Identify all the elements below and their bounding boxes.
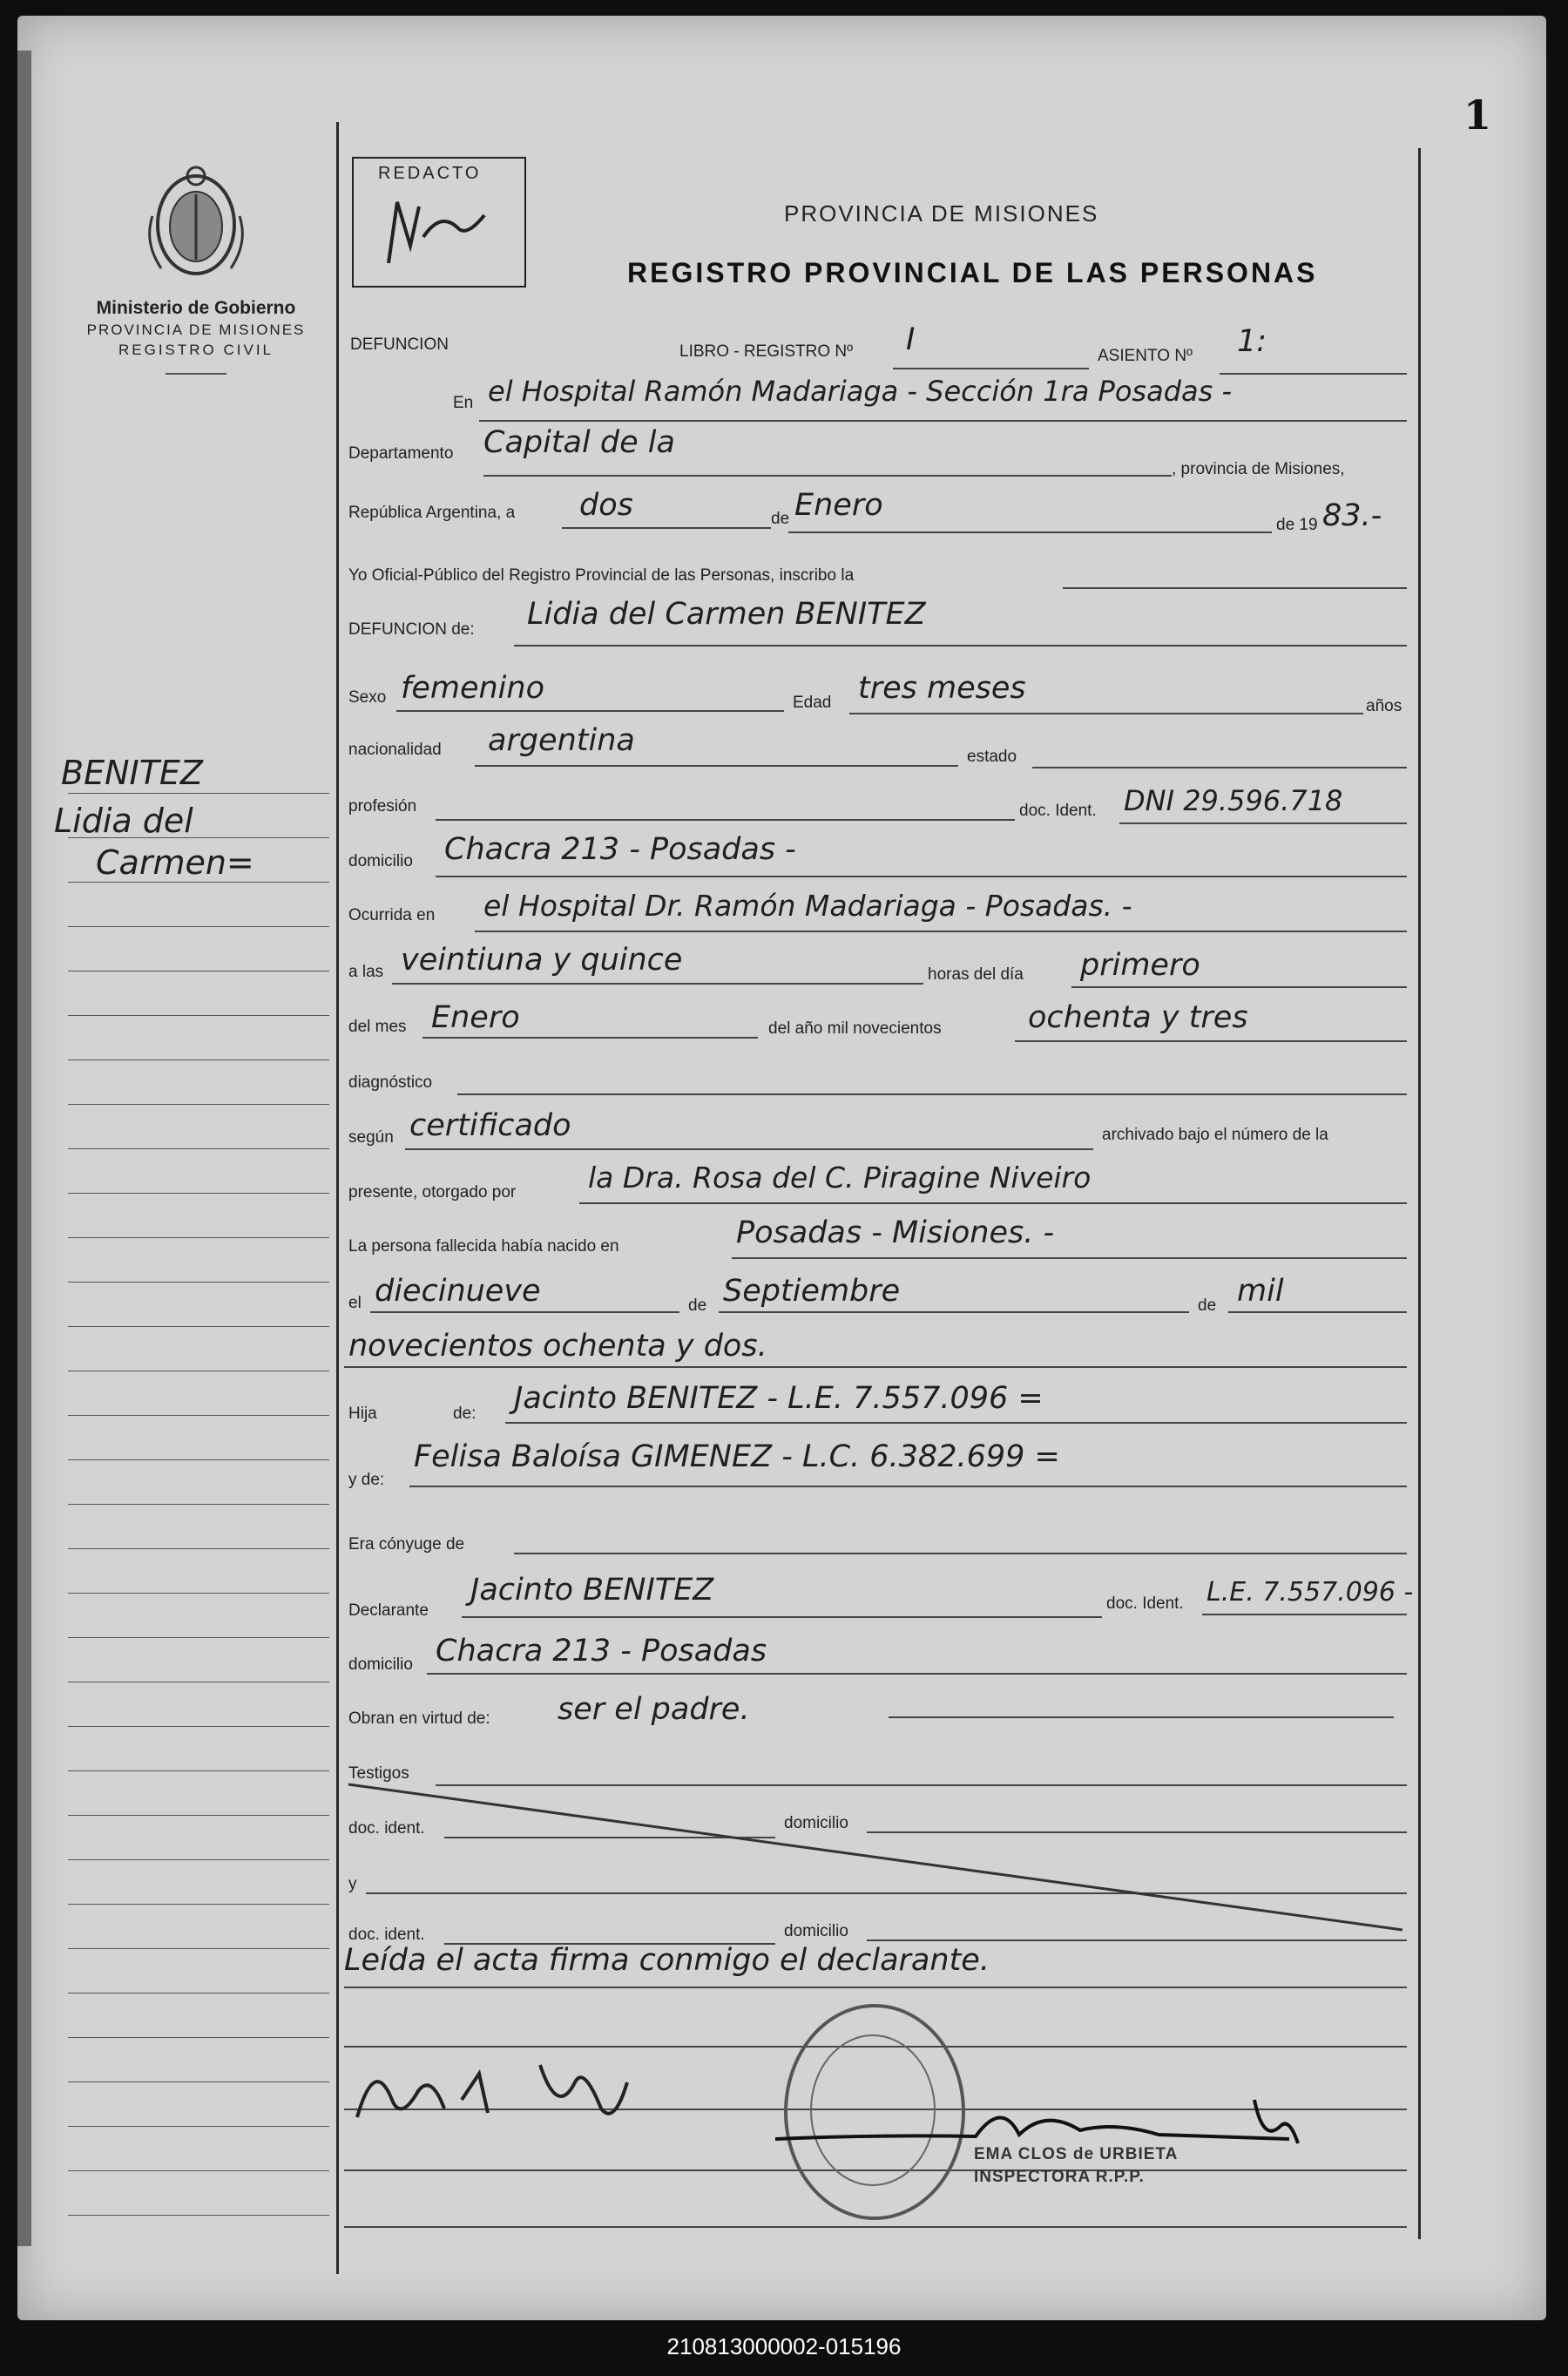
closing-underline bbox=[344, 1987, 1407, 1988]
hora-value: veintiuna y quince bbox=[401, 943, 683, 978]
departamento-value: Capital de la bbox=[483, 425, 675, 460]
republica-label: República Argentina, a bbox=[348, 504, 516, 522]
decl-doc-label: doc. Ident. bbox=[1106, 1594, 1184, 1613]
decl-domicilio-label: domicilio bbox=[348, 1655, 413, 1674]
nacido-value: Posadas - Misiones. - bbox=[736, 1215, 1055, 1250]
margin-note-line-2: Lidia del bbox=[54, 802, 193, 840]
ministry-name: Ministerio de Gobierno bbox=[96, 298, 296, 318]
anio-value: 83.- bbox=[1322, 498, 1382, 533]
ocurrida-label: Ocurrida en bbox=[348, 906, 436, 924]
anos-label: años bbox=[1366, 697, 1402, 715]
header-title: REGISTRO PROVINCIAL DE LAS PERSONAS bbox=[627, 257, 1318, 288]
nacido-label: La persona fallecida había nacido en bbox=[348, 1237, 619, 1256]
archivado-label: archivado bajo el número de la bbox=[1102, 1126, 1328, 1144]
en-value: el Hospital Ramón Madariaga - Sección 1ra Posadas - bbox=[488, 375, 1233, 408]
domicilio-value: Chacra 213 - Posadas - bbox=[444, 832, 796, 867]
nac-mes-value: Septiembre bbox=[723, 1274, 901, 1309]
asiento-label: ASIENTO Nº bbox=[1098, 347, 1193, 365]
decl-domicilio-value: Chacra 213 - Posadas bbox=[436, 1634, 767, 1669]
stamp-name: EMA CLOS de URBIETA bbox=[974, 2145, 1179, 2163]
sexo-label: Sexo bbox=[348, 688, 387, 707]
de-label: de bbox=[771, 510, 790, 528]
t-y-label: y bbox=[348, 1875, 357, 1893]
de19-label: de 19 bbox=[1276, 516, 1318, 534]
t-doc1-label: doc. ident. bbox=[348, 1819, 425, 1838]
page-number: 1 bbox=[1463, 91, 1492, 139]
anio-muerte-value: ochenta y tres bbox=[1028, 1000, 1248, 1035]
presente-label: presente, otorgado por bbox=[348, 1183, 517, 1202]
declarante-value: Jacinto BENITEZ bbox=[470, 1573, 714, 1608]
libro-label: LIBRO - REGISTRO Nº bbox=[679, 342, 854, 361]
estado-label: estado bbox=[967, 748, 1017, 766]
otorgado-value: la Dra. Rosa del C. Piragine Niveiro bbox=[588, 1161, 1092, 1195]
redacto-label: REDACTO bbox=[378, 164, 482, 183]
alas-label: a las bbox=[348, 963, 384, 981]
edad-label: Edad bbox=[793, 694, 832, 712]
defuncion-label: DEFUNCION bbox=[350, 335, 449, 354]
sexo-value: femenino bbox=[401, 671, 544, 706]
dia-value: dos bbox=[579, 488, 633, 523]
nac-anio-value: novecientos ochenta y dos. bbox=[348, 1329, 767, 1364]
domicilio-label: domicilio bbox=[348, 852, 413, 870]
closing-value: Leída el acta firma conmigo el declarante. bbox=[344, 1943, 990, 1978]
nacionalidad-label: nacionalidad bbox=[348, 741, 442, 759]
oficial-text: Yo Oficial-Público del Registro Provincial de las Personas, inscribo la bbox=[348, 566, 855, 585]
mes-value: Enero bbox=[794, 488, 883, 523]
en-label: En bbox=[453, 394, 474, 412]
diagnostico-label: diagnóstico bbox=[348, 1073, 433, 1092]
obran-label: Obran en virtud de: bbox=[348, 1709, 490, 1728]
hija-label: Hija bbox=[348, 1405, 377, 1423]
provincia-label: , provincia de Misiones, bbox=[1172, 460, 1345, 478]
dia-muerte-value: primero bbox=[1080, 948, 1200, 983]
doc-label: doc. Ident. bbox=[1019, 802, 1097, 820]
nac-dia-value: diecinueve bbox=[375, 1274, 541, 1309]
padre-value: Jacinto BENITEZ - L.E. 7.557.096 = bbox=[514, 1381, 1044, 1416]
margin-note-line-3: Carmen= bbox=[96, 843, 254, 882]
ocurrida-value: el Hospital Dr. Ramón Madariaga - Posadas. - bbox=[483, 889, 1132, 923]
hija-de-label: de: bbox=[453, 1405, 476, 1423]
nac-mil-value: mil bbox=[1237, 1274, 1284, 1309]
asiento-value: 1: bbox=[1237, 324, 1267, 359]
decl-doc-value: L.E. 7.557.096 - bbox=[1206, 1577, 1414, 1608]
document-id: 210813000002-015196 bbox=[666, 2333, 902, 2359]
segun-label: según bbox=[348, 1128, 394, 1147]
nacionalidad-value: argentina bbox=[488, 723, 635, 758]
defuncion-de-value: Lidia del Carmen BENITEZ bbox=[527, 597, 926, 632]
delmes-label: del mes bbox=[348, 1018, 407, 1036]
t-dom2-label: domicilio bbox=[784, 1922, 848, 1940]
horas-label: horas del día bbox=[928, 965, 1024, 984]
defuncion-de-label: DEFUNCION de: bbox=[348, 620, 475, 639]
stamp-title: INSPECTORA R.P.P. bbox=[974, 2168, 1145, 2186]
el-label: el bbox=[348, 1294, 362, 1312]
header-province: PROVINCIA DE MISIONES bbox=[784, 200, 1099, 227]
declarant-signature-icon bbox=[348, 2039, 679, 2135]
declarante-label: Declarante bbox=[348, 1601, 429, 1620]
yde-label: y de: bbox=[348, 1471, 385, 1489]
testigos-label: Testigos bbox=[348, 1764, 409, 1783]
obran-value: ser el padre. bbox=[558, 1692, 750, 1727]
departamento-label: Departamento bbox=[348, 444, 454, 463]
delanio-label: del año mil novecientos bbox=[768, 1019, 942, 1038]
doc-value: DNI 29.596.718 bbox=[1124, 784, 1343, 817]
conyuge-label: Era cónyuge de bbox=[348, 1535, 465, 1554]
ministry-registry: REGISTRO CIVIL bbox=[118, 342, 274, 359]
nac-de-label: de bbox=[688, 1296, 707, 1315]
nac-de2-label: de bbox=[1198, 1296, 1217, 1315]
profesion-label: profesión bbox=[348, 797, 417, 816]
margin-note-line-1: BENITEZ bbox=[61, 754, 203, 792]
mes-muerte-value: Enero bbox=[431, 1000, 520, 1035]
ministry-province: PROVINCIA DE MISIONES bbox=[86, 322, 306, 339]
libro-value: I bbox=[906, 322, 916, 357]
madre-value: Felisa Baloísa GIMENEZ - L.C. 6.382.699 = bbox=[414, 1439, 1060, 1474]
t-doc2-label: doc. ident. bbox=[348, 1926, 425, 1944]
segun-value: certificado bbox=[409, 1108, 571, 1143]
t-dom1-label: domicilio bbox=[784, 1814, 848, 1832]
edad-value: tres meses bbox=[858, 671, 1026, 706]
signature-line-4 bbox=[344, 2226, 1407, 2228]
